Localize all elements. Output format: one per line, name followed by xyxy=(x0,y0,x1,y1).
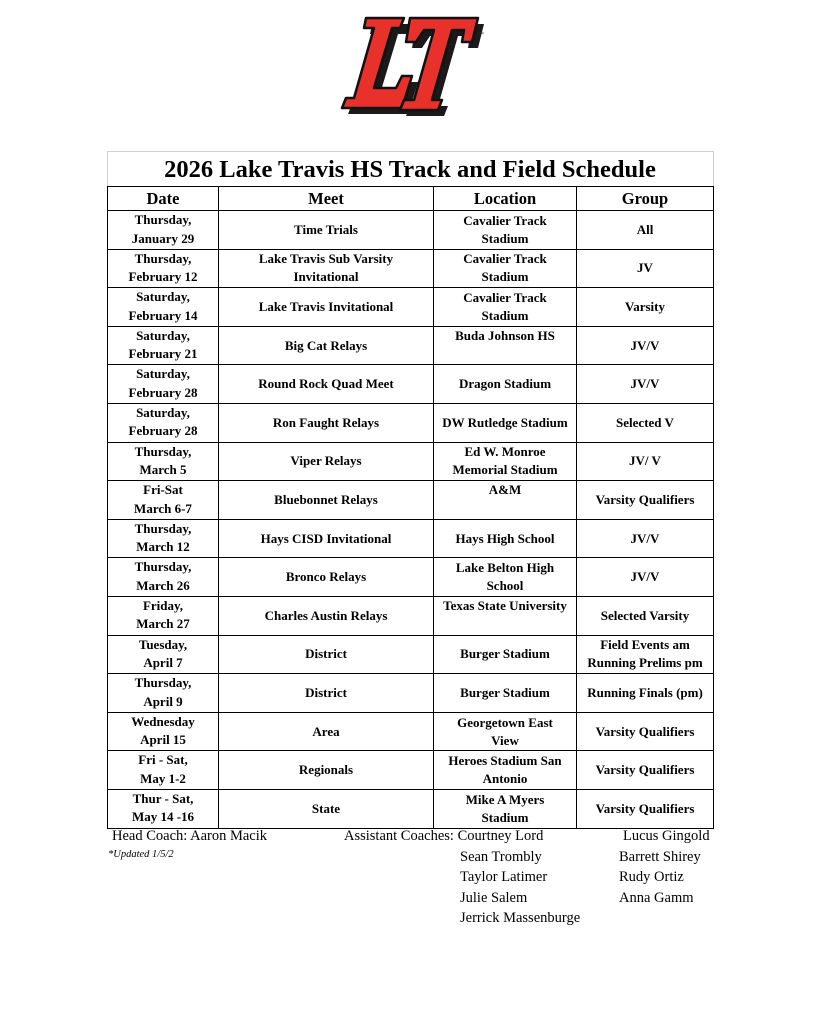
assistant-coach: Lucus Gingold xyxy=(623,828,710,844)
assistant-coach: Taylor Latimer xyxy=(460,869,548,885)
cell-location-text: Stadium xyxy=(481,269,529,285)
cell-meet xyxy=(219,558,434,597)
table-row xyxy=(108,442,714,481)
header-location: Location xyxy=(434,187,577,211)
cell-location xyxy=(434,558,577,597)
cell-date-text: Fri-Sat xyxy=(143,482,183,498)
cell-meet-text: Area xyxy=(312,723,340,739)
cell-location xyxy=(434,288,577,327)
cell-date-text: Thursday, xyxy=(134,559,192,575)
cell-location-text: School xyxy=(486,578,524,594)
cell-date-text: Saturday, xyxy=(136,366,190,382)
cell-location-text: Cavalier Track xyxy=(463,212,547,228)
cell-location xyxy=(434,249,577,288)
cell-date xyxy=(108,674,219,713)
cell-group-text: Varsity Qualifiers xyxy=(595,800,695,816)
cell-date-text: Thursday, xyxy=(134,443,192,459)
cell-location-text: Memorial Stadium xyxy=(452,462,558,478)
cell-date xyxy=(108,558,219,597)
cell-meet-text: Ron Faught Relays xyxy=(272,414,380,430)
cell-group xyxy=(577,674,714,713)
cell-date-text: February 21 xyxy=(128,346,198,362)
table-row xyxy=(108,635,714,674)
cell-location-text: Georgetown East xyxy=(457,714,553,730)
cell-location-text: Stadium xyxy=(481,230,529,246)
cell-group-text: Field Events am xyxy=(600,637,690,653)
table-row xyxy=(108,789,714,828)
cell-date-text: March 26 xyxy=(136,577,190,593)
table-row xyxy=(108,211,714,250)
head-coach: Head Coach: Aaron Macik xyxy=(112,828,268,844)
cell-meet xyxy=(219,249,434,288)
cell-location-text: Antonio xyxy=(482,771,528,787)
cell-group-text: Selected Varsity xyxy=(600,607,690,623)
sheet-top-border xyxy=(107,151,713,152)
cell-meet xyxy=(219,712,434,751)
schedule-table xyxy=(107,186,714,829)
cell-date-text: March 27 xyxy=(136,616,190,632)
cell-location xyxy=(434,674,577,713)
cell-group-text: All xyxy=(636,221,654,237)
table-row xyxy=(108,249,714,288)
cell-group xyxy=(577,249,714,288)
cell-location-text: Texas State University xyxy=(443,597,567,613)
cell-group-text: Running Finals (pm) xyxy=(587,684,703,700)
cell-location xyxy=(434,481,577,520)
table-header-row xyxy=(108,187,714,211)
cell-date-text: Fri - Sat, xyxy=(138,752,188,768)
cell-group-text: JV/V xyxy=(630,530,660,546)
cell-date-text: April 15 xyxy=(140,732,186,748)
assistant-coach: Barrett Shirey xyxy=(619,849,701,865)
cell-group xyxy=(577,403,714,442)
cell-location xyxy=(434,365,577,404)
cell-date xyxy=(108,211,219,250)
cell-location-text: Lake Belton High xyxy=(455,560,555,576)
cell-date-text: Tuesday, xyxy=(138,636,188,652)
cell-location-text: Burger Stadium xyxy=(460,684,550,700)
header-meet: Meet xyxy=(219,187,434,211)
cell-meet-text: District xyxy=(305,684,347,700)
cell-group-text: JV/V xyxy=(630,337,660,353)
table-row xyxy=(108,288,714,327)
sheet-right-border xyxy=(713,151,714,187)
cell-location xyxy=(434,712,577,751)
cell-location-text: View xyxy=(491,732,519,748)
table-row xyxy=(108,674,714,713)
cell-meet xyxy=(219,635,434,674)
cell-group xyxy=(577,326,714,365)
cell-group-text: Selected V xyxy=(616,414,674,430)
cell-meet xyxy=(219,442,434,481)
cell-meet xyxy=(219,596,434,635)
cell-location xyxy=(434,442,577,481)
cell-group-text: Varsity Qualifiers xyxy=(595,723,695,739)
cell-date-text: Thur - Sat, xyxy=(132,790,194,806)
cell-meet-text: Regionals xyxy=(298,762,354,778)
cell-group-text: JV/V xyxy=(630,569,660,585)
cell-group xyxy=(577,789,714,828)
cell-location-text: A&M xyxy=(488,482,522,498)
cell-location-text: Dragon Stadium xyxy=(458,376,552,392)
cell-date xyxy=(108,249,219,288)
cell-date-text: February 28 xyxy=(128,384,198,400)
assistant-coaches-label: Assistant Coaches: Courtney Lord xyxy=(344,828,544,844)
assistant-coach: Julie Salem xyxy=(460,890,528,906)
cell-meet-text: State xyxy=(311,800,341,816)
cell-date xyxy=(108,519,219,558)
cell-group xyxy=(577,442,714,481)
cell-date xyxy=(108,288,219,327)
cell-meet xyxy=(219,481,434,520)
cell-date-text: February 12 xyxy=(128,269,198,285)
cell-meet-text: Viper Relays xyxy=(290,453,362,469)
cell-meet xyxy=(219,211,434,250)
assistant-coach: Jerrick Massenburge xyxy=(460,910,581,926)
table-row xyxy=(108,558,714,597)
cell-date-text: March 12 xyxy=(136,539,190,555)
cell-group-text: JV xyxy=(637,260,653,276)
cell-location-text: Buda Johnson HS xyxy=(455,327,555,343)
cell-group-text: Varsity Qualifiers xyxy=(595,491,695,507)
cell-group-text: Running Prelims pm xyxy=(587,655,703,671)
cell-date-text: February 28 xyxy=(128,423,198,439)
cell-location xyxy=(434,596,577,635)
cell-date xyxy=(108,365,219,404)
cell-group xyxy=(577,596,714,635)
cell-location-text: Cavalier Track xyxy=(463,251,547,267)
cell-location-text: Cavalier Track xyxy=(463,289,547,305)
cell-date-text: February 14 xyxy=(128,307,198,323)
table-row xyxy=(108,481,714,520)
cell-meet xyxy=(219,751,434,790)
assistant-coach: Rudy Ortiz xyxy=(619,869,684,885)
cell-date-text: Thursday, xyxy=(134,212,192,227)
cell-date xyxy=(108,442,219,481)
cell-group-text: JV/ V xyxy=(629,453,661,469)
cell-meet-text: Hays CISD Invitational xyxy=(260,530,392,546)
cell-group-text: JV/V xyxy=(630,376,660,392)
cell-location-text: Stadium xyxy=(481,809,529,825)
cell-meet-text: Round Rock Quad Meet xyxy=(258,376,394,392)
cell-date-text: Thursday, xyxy=(134,520,192,536)
cell-location-text: DW Rutledge Stadium xyxy=(442,414,568,430)
cell-location xyxy=(434,789,577,828)
cell-meet xyxy=(219,789,434,828)
cell-date-text: Friday, xyxy=(142,597,184,613)
lake-travis-logo xyxy=(338,14,486,118)
cell-meet xyxy=(219,519,434,558)
assistant-coach: Anna Gamm xyxy=(619,890,694,906)
cell-meet-text: Bluebonnet Relays xyxy=(274,491,378,507)
cell-date-text: Thursday, xyxy=(134,675,192,691)
cell-date xyxy=(108,712,219,751)
cell-group xyxy=(577,211,714,250)
cell-location xyxy=(434,211,577,250)
table-row xyxy=(108,712,714,751)
page-title: 2026 Lake Travis HS Track and Field Schedule xyxy=(164,156,656,183)
table-row xyxy=(108,403,714,442)
table-row xyxy=(108,519,714,558)
cell-date-text: Saturday, xyxy=(136,327,190,343)
updated-note: *Updated 1/5/2 xyxy=(108,849,174,860)
cell-date xyxy=(108,481,219,520)
cell-location xyxy=(434,751,577,790)
assistant-coach: Sean Trombly xyxy=(460,849,542,865)
cell-meet-text: Lake Travis Invitational xyxy=(258,298,394,314)
header-group: Group xyxy=(577,187,714,211)
cell-meet-text: Invitational xyxy=(293,269,359,285)
table-row xyxy=(108,596,714,635)
cell-date-text: March 5 xyxy=(139,462,187,478)
cell-location xyxy=(434,326,577,365)
cell-location-text: Mike A Myers xyxy=(465,791,545,807)
cell-location xyxy=(434,635,577,674)
header-date: Date xyxy=(108,187,219,211)
cell-date xyxy=(108,635,219,674)
cell-date xyxy=(108,403,219,442)
cell-location xyxy=(434,403,577,442)
cell-group xyxy=(577,288,714,327)
svg-text:™: ™ xyxy=(478,32,484,38)
cell-date-text: January 29 xyxy=(131,230,195,246)
cell-location-text: Heroes Stadium San xyxy=(448,753,562,769)
cell-date xyxy=(108,596,219,635)
cell-meet-text: Lake Travis Sub Varsity xyxy=(258,251,394,267)
cell-date-text: May 14 -16 xyxy=(131,809,195,825)
cell-meet xyxy=(219,365,434,404)
cell-group-text: Varsity xyxy=(625,298,665,314)
cell-date-text: Wednesday xyxy=(131,713,195,729)
table-row xyxy=(108,751,714,790)
cell-date-text: Saturday, xyxy=(136,404,190,420)
cell-date-text: March 6-7 xyxy=(134,500,192,516)
cell-meet xyxy=(219,326,434,365)
cell-meet xyxy=(219,403,434,442)
cell-date-text: Saturday, xyxy=(136,289,190,305)
cell-location xyxy=(434,519,577,558)
cell-group xyxy=(577,635,714,674)
cell-date xyxy=(108,789,219,828)
cell-location-text: Stadium xyxy=(481,307,529,323)
cell-location-text: Hays High School xyxy=(455,530,555,546)
cell-location-text: Burger Stadium xyxy=(460,646,550,662)
cell-location-text: Ed W. Monroe xyxy=(464,444,546,460)
cell-group xyxy=(577,712,714,751)
cell-meet-text: Charles Austin Relays xyxy=(264,607,388,623)
cell-group-text: Varsity Qualifiers xyxy=(595,762,695,778)
cell-date-text: April 9 xyxy=(143,693,183,709)
cell-group xyxy=(577,365,714,404)
cell-group xyxy=(577,481,714,520)
cell-meet-text: Time Trials xyxy=(294,221,358,237)
cell-meet-text: Big Cat Relays xyxy=(284,337,368,353)
cell-meet-text: District xyxy=(305,646,347,662)
cell-date-text: April 7 xyxy=(143,655,183,671)
cell-group xyxy=(577,519,714,558)
table-row xyxy=(108,326,714,365)
cell-date xyxy=(108,751,219,790)
cell-meet xyxy=(219,288,434,327)
cell-date-text: Thursday, xyxy=(134,250,192,266)
cell-meet-text: Bronco Relays xyxy=(285,569,367,585)
cell-group xyxy=(577,751,714,790)
cell-meet xyxy=(219,674,434,713)
cell-date xyxy=(108,326,219,365)
cell-group xyxy=(577,558,714,597)
table-row xyxy=(108,365,714,404)
cell-date-text: May 1-2 xyxy=(140,770,186,786)
